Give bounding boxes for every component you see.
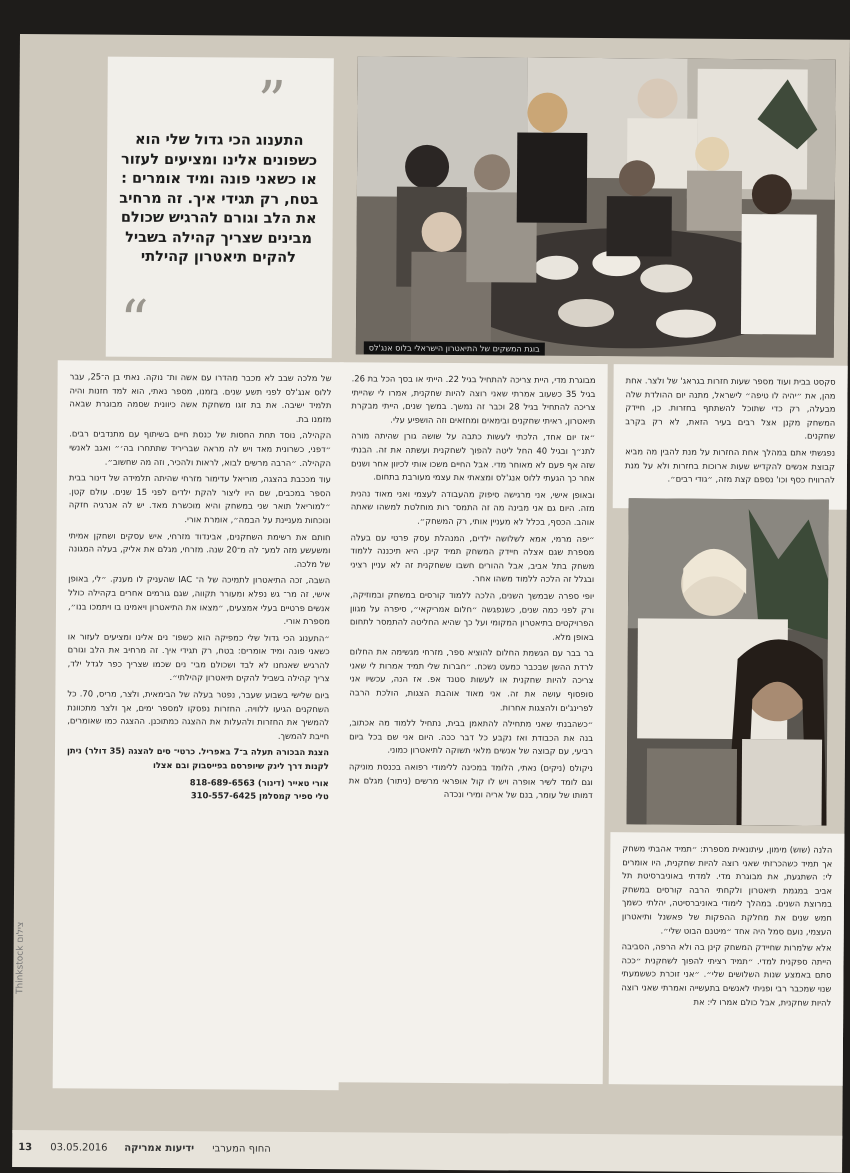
article-column-middle [335, 362, 608, 1084]
section-name: החוף המערבי [212, 1143, 271, 1155]
paragraph: עוד מככבת בהצגה, מוריאל עדימור מזרחי שהיתה תלמידה של דינור בבית הספר במכבים, שם היו ליצור להקת ילדים לפני 15 שנים. עולם קטן. ״למוריאל תואר שני במשחק והיא מוכשרת מאד. יש לה אנרגיה חזקה ונוכחות מעניינת על הבמה״, אומרת אורי. [68, 472, 331, 526]
article-column-right-top [613, 364, 848, 510]
ticket-info: הצגת הבכורה תעלה ב־7 באפריל. כרטי־ סים להצגה (35 דולר) ניתן לקנות דרך לינק שיופרסם בפייסבוק ובם אצלו [66, 745, 330, 772]
pull-quote: התענוג הכי גדול שלי הוא כשפונים אלינו ומציעים לעזור או כשאני פונה ומיד אומרים : בטח, רק תגידי איך. זה מרחיב את הלב וגורם להרגיש שכולם מבינים שצריך קהילה בשביל להקים תיאטרון קהילתי [119, 131, 319, 266]
paragraph: סקסט בבית ועוד מספר שעות חזרות בגראג' של ולצר. אחת מהן, את ״יהיה לו טיפה״ לישראל, מתנה יום ההולדת שלה מבעלה, רק כדי שתוכל להשתתף בחזרות. כן, חיידק המשחק מקנן אצל רבים בעיר הזאת, לא רק בקרב שחקנים. [625, 375, 836, 442]
open-quote-icon: ” [257, 69, 287, 135]
paragraph: אלא שלמרות שחיידק המשחק קינן בה ולא הרפה, הסביבה הייתה ספקנית למדי. ״תמיד רציתי להפוך לשחקנית ״ככה סתם באמצע שנות השלושים שלי״. ״אני זוכרת כששמעתי שנוי שמכבר רבי ופניתי לאנשים בתעשייה ואמרתי שאני רוצה להיות שחקנית, אבל כולם אמרו לי: את [621, 941, 832, 1008]
paragraph: השבה, זכה התיאטרון לתמיכה של ה־ IAC שהעניק לו מענק. ״לי, באופן אישי, זה מר־ גש נפלא ומעורר תקווה, שגם גורמים אחרים בקהילה כולל אנשים פרטיים בעלי אמצעים, ״מצאו את התיאטרון ויאמינו בו ויתמכו בנו״, מספרת אורי. [67, 573, 331, 627]
page-number: 13 [18, 1142, 33, 1154]
contact-line: אורי טאייר (דינור) 818-689-6563 [189, 776, 329, 788]
paragraph: נפגשתי אתם במהלך אחת החזרות על מנת להבין מה מביא קבוצת אנשים להקדיש שעות ארוכות בחזרות ולא על מנת להרוויח כסף וכו' נספם קצת מזה, ״גודי רבים״. [624, 446, 836, 485]
paragraph: הלנה (שוש) מימון, עיתונאית מספרת: ״תמיד אהבתי משחק אך תמיד כשהכרזתי שאני רוצה להיות שחקנית, היו אומרים לי: השתגעת, את מבוגרת מדי. למדתי באוניברסיטת תל אביב במגמת תיאטרון ולקחתי הרבה קורסים במשחק במרוצת השנים. במהלך לימודי באוניברסיטה, יהלתי כשמך חמש שנים את מחלקת ההפקות של פאשנל ותיאטרון העצמי, נועם סמל היה אחד ״מיטנם הבוט שלי״. [621, 843, 833, 937]
actors-photo-image [626, 498, 828, 825]
paragraph: ניקולס (ניקים) נאתי, הלומד במכינה ללימודי רפואה בכנסת מוניקה וגם לומד לשיר אופרה ויש לו קול אופראי מרשים (ניתור) מגלם את דמותו של עומר, בנם של אריה ומירי ונכדה [348, 761, 593, 801]
contact-line: טלי ספיר קמסלמן 310-557-6425 [190, 790, 329, 802]
magazine-page [12, 34, 850, 1155]
article-column-right-bottom [609, 832, 845, 1086]
paragraph: מבוגרת מדי, היית צריכה להתחיל בגיל 22. הייתי או בסך הכל בת 26. בגיל 35 כשעוב אמרתי שאני רוצה להיות שחקנית, אמרו לי שהייתי צריכה להתחיל בגיל 28 וכבר זה נמשך. במשך שנים, הייתי מבקרת תיאטרון, ראיתי שחקנים ובימאים ומחזאים וזה הושפיע עלי. [351, 373, 596, 426]
paragraph: בר בבר עם הגשמת החלום להוציא ספר, מזרחי מגשימה את החלום לרדת ההשן שבכבר כמעט נשכח. ״חברות שלי תמיד אמרות לי שאני צריכה להיות שחקנית או לעשות סטנד אפ. אז הנה, עכשיו אני סופסוף עושה את זה. אני מאוד אוהבת הצגות, הולכת הרבה לפרינג'ים ולהצגות אחרות. [349, 646, 594, 713]
paragraph: ״אז יום אחד, הלכתי לעשות כתבה על שושה גורן שהיתה מורה לתנ״ך ובגיל 40 החל ליטה להפוך לשחקנית ועשתה את זה. הבנתי שזה אף פעם לא מאוחר מדי. אבל החיים משכו אותי לכיוון אחר ושנים אחר כך הגעתי ללוס אנג'לס ומצאתי את עצמי מעורבת בתחום. [350, 430, 596, 484]
paragraph: ״יפה מרמי, אמא לשלושה ילדים, המנהלת עסק פרטי עם בעלה מספרת שגם אצלה חיידק המשחק תמיד קינן. היא תיכננה ללמוד משחק בתל אביב, אבל ההורים חשבו ששחקנית זה לא עניין רציני ובגלל זה הלכה ללמוד משהו אחר. [350, 531, 595, 585]
paragraph: ובאופן אישי, אני מרגישה סיפוק מהעבודה לעצמי ואני מאוד נהנית מזה. היום גם אני מבינה מה זה התמס־ רות מוחלטת למשהו שאתה אוהב. הכסף, בכלל לא מעניין אותי, רק המשחק״. [350, 488, 595, 527]
paragraph: יופי ספרה שבמשך השנים, הלכה ללמוד קורסים במשחק ובמוזיקה, ורק לפני כמה שנים, כשנפגשה ״חלום אמריקאי״, סיפרה על מגוון הפרויקטים בתיאטרון המקומי ועל כך שהיא החליטה להתמסר לתחום באופן מלא. [349, 589, 595, 642]
issue-date: 03.05.2016 [50, 1142, 108, 1154]
paragraph: חותם את רשימת השחקנים, אבינדוד מזרחי, איש עסקים ושחקן אמיתי ומשעשע מזה למע־ לה מ־20 שנה. מזרחי, מגלם את אליק, בעלה המגונה של מלכה. [68, 529, 331, 569]
photo-credit: Thinkstock צילום [15, 921, 26, 995]
page-footer [12, 1130, 842, 1173]
article-column-left [53, 360, 344, 1090]
close-quote-icon: “ [119, 288, 149, 354]
publication-name: ידיעות אמריקה [124, 1142, 195, 1155]
paragraph: ״התענוג הכי גדול שלי כמפיקה הוא כשפו־ נים אלינו ומציעים לעזור או כשאני פונה ומיד אומרים: בטח, רק תגידי איך. זה מרחיב את הלב וגורם להרגיש שאנחנו לא לבד ושכולם מבי־ נים שכמו שצריך כפר לגדל ילד, צריך קהילה בשביל להקים תיאטרון קהילתי״. [67, 631, 330, 684]
paragraph: הקהילה, נוסד תחת החסות של כנסת חיים בשיתוף עם מתנדבים רבים. ״דפני, כשרונית מאד ויש לה מראה שבריריד שתתחרו בה׳״ ואגב לאנשי הקהילה. ״הרבה מרשים לבוא, לראות ולהכיר, וזה מה שחשוב״. [69, 428, 332, 468]
paragraph: של מלכה שבב לא מכבר מהדרו עם אשה ות־ נוקה. נאתי בן ה־25, עבר ללוס אנג'לס לפני תשע שנים. בזמנו, מספר נאתי, הוא למד חזנות והיה תלמיד ישיבה. את בת זוגו משחקת אשה כיוונית שסמה מבוגרת שבאה מזמנו בת. [69, 371, 332, 424]
paragraph: ״כשהבנתי שאני מתחילה להתאמן בבית, נתחיל ללמוד מה אכתוב, בנה את הכבודת ואז נקבע כל דבר ככה. היום אני שם בכל ביום רביעי, עם קבוצה של אנשים מלאי תשוקה לתיאטרון כמוני. [349, 717, 594, 757]
actors-photo [626, 498, 828, 825]
group-photo [356, 56, 836, 357]
photo-caption: בוגת המשקים של התיאטרון הישראלי בלוס אנג'לס [364, 341, 545, 355]
group-photo-image [356, 56, 836, 357]
paragraph: ביום שלישי בשבוע שעבר, נפטר בעלה של הבימאית, ולצר, מריס, 70. כל השחקנים הגיעו ללוויה. החזרות נפסקו למספר ימים, אך ולצר מתכוונת להמשיך את החזרות ולהעלות את ההצגה כמתוכנן. ההצגה כמו שאומרים, חייבת להמשך. [67, 688, 330, 742]
